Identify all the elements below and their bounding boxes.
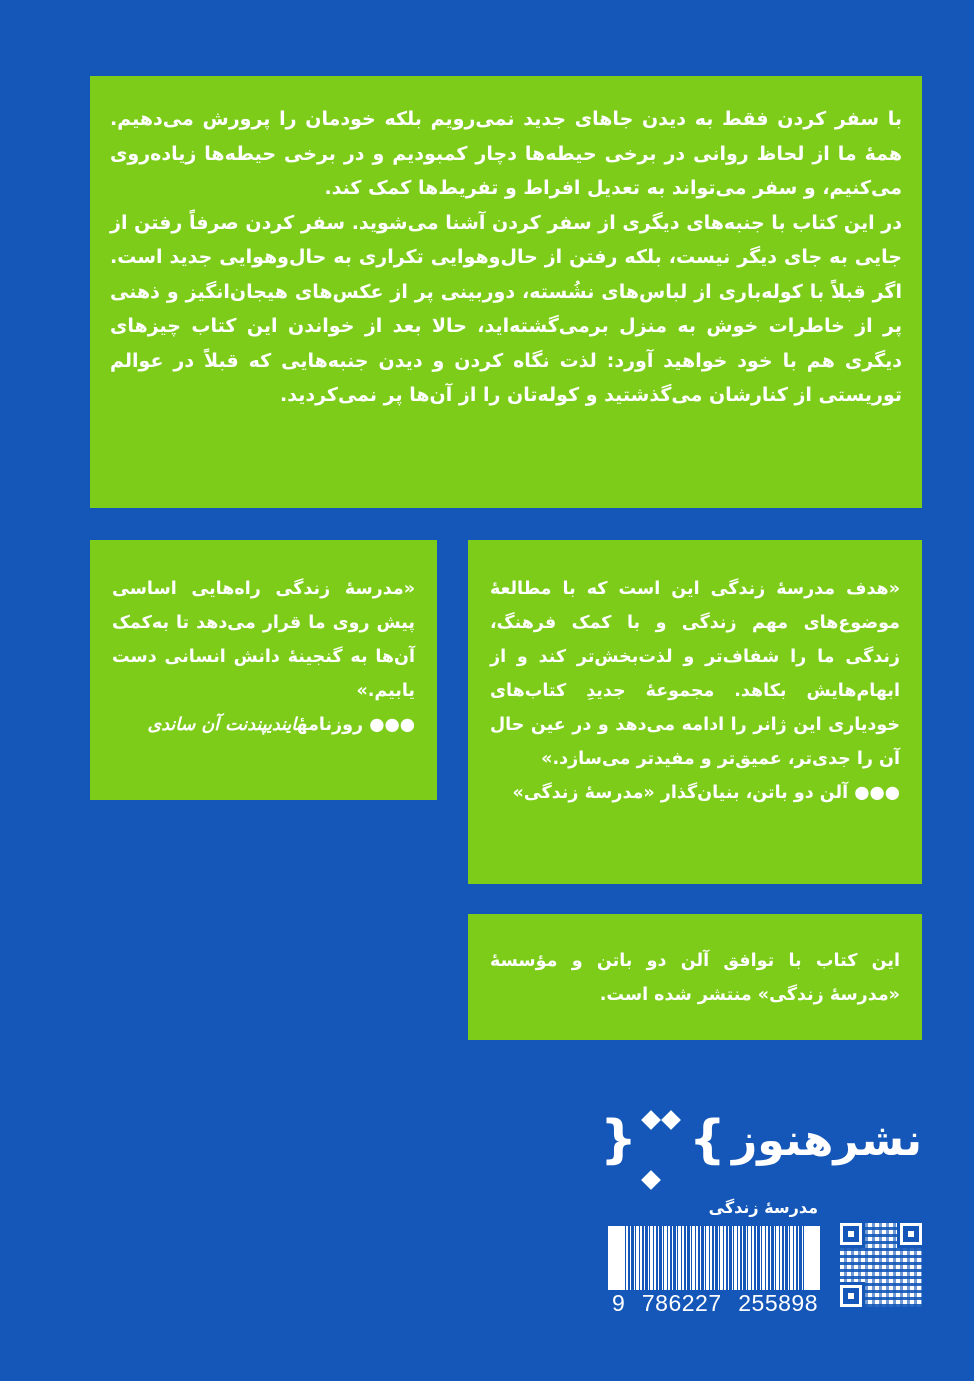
quote-school-of-life-box xyxy=(468,540,922,884)
qr-code-icon xyxy=(840,1223,922,1307)
attribution-author: آلن دو باتن، بنیان‌گذار «مدرسهٔ زندگی» xyxy=(512,783,849,803)
close-brace: } xyxy=(600,1110,638,1170)
quote-independent-attribution xyxy=(112,708,415,742)
quote-school-of-life-text: «هدف مدرسهٔ زندگی این است که با مطالعهٔ موضوع‌های مهم زندگی و با کمک فرهنگ، زندگی ما را شفاف‌تر و لذت‌بخش‌تر کند و از ابهام‌هایش بکاهد. مجموعهٔ جدیدِ کتاب‌های خودیاری این ژانر را ادامه می‌دهد و در عین حال آن را جدی‌تر، عمیق‌تر و مفیدتر می‌سازد.» xyxy=(490,579,900,769)
attribution-prefix: روزنامهٔ xyxy=(296,715,364,735)
quote-independent-text: «مدرسهٔ زندگی راه‌هایی اساسی پیش روی ما قرار می‌دهد تا به‌کمک آن‌ها به گنجینهٔ دانش انسانی دست یابیم.» xyxy=(112,579,415,701)
publisher-name: نشرهنوز xyxy=(731,1114,922,1166)
isbn-barcode-icon xyxy=(608,1226,820,1290)
open-brace: { xyxy=(688,1110,726,1170)
quote-school-of-life-attribution xyxy=(490,776,900,810)
license-box xyxy=(468,914,922,1040)
isbn-digits-1: 9 xyxy=(612,1290,626,1316)
attribution-source: ایندیپندنت آن ساندی xyxy=(147,715,297,735)
three-diamonds-icon xyxy=(641,1080,685,1200)
series-label: مدرسهٔ زندگی xyxy=(708,1198,818,1217)
ellipsis-dots-icon: ●●● xyxy=(854,783,900,803)
description-box xyxy=(90,76,922,508)
isbn-digits-2: 786227 xyxy=(641,1290,722,1316)
publisher-logo xyxy=(600,1100,922,1180)
description-paragraph-1: با سفر کردن فقط به دیدن جاهای جدید نمی‌رویم بلکه خودمان را پرورش می‌دهیم. همهٔ ما از لحاظ روانی در برخی حیطه‌ها دچار کمبودیم و در برخی حیطه‌ها زیاده‌روی می‌کنیم، و سفر می‌تواند به تعدیل افراط و تفریط‌ها کمک کند. xyxy=(110,108,902,199)
description-paragraph-2: در این کتاب با جنبه‌های دیگری از سفر کردن آشنا می‌شوید. سفر کردن صرفاً رفتن از جایی به جای دیگر نیست، بلکه رفتن از حال‌وهوایی تکراری به حال‌وهوایی جدید است. اگر قبلاً با کوله‌باری از لباس‌های نشُسته، دوربینی پر از عکس‌های هیجان‌انگیز و ذهنی پر از خاطرات خوش به منزل برمی‌گشته‌اید، حالا بعد از خواندن این کتاب چیزهای دیگری هم با خود خواهید آورد: لذت نگاه کردن و دیدن جنبه‌هایی که قبلاً در عوالم توریستی از کنارشان می‌گذشتید و کوله‌تان را از آن‌ها پر نمی‌کردید. xyxy=(110,211,902,406)
isbn-number xyxy=(612,1290,818,1317)
publisher-braces-icon xyxy=(600,1080,726,1200)
isbn-digits-3: 255898 xyxy=(738,1290,818,1316)
ellipsis-dots-icon: ●●● xyxy=(369,715,415,735)
license-text: این کتاب با توافق آلن دو باتن و مؤسسهٔ «مدرسهٔ زندگی» منتشر شده است. xyxy=(490,951,900,1005)
quote-independent-box xyxy=(90,540,437,800)
